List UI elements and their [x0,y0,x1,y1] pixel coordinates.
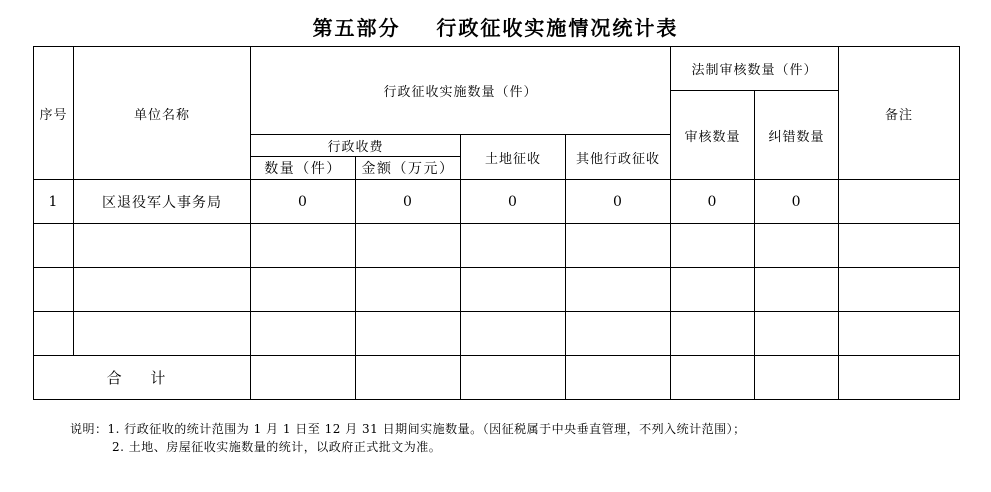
cell-unit [74,224,251,268]
cell-fee-amount [356,224,461,268]
cell-review [671,268,755,312]
cell-remark [839,180,960,224]
cell-land [461,268,566,312]
note-line-2: 2. 土地、房屋征收实施数量的统计，以政府正式批文为准。 [112,440,442,454]
cell-land: 0 [461,180,566,224]
cell-other [566,268,671,312]
note-line-1: 说明：1. 行政征收的统计范围为 1 月 1 日至 12 月 31 日期间实施数量。（因征税属于中央垂直管理，不列入统计范围）； [70,422,746,436]
cell-land [461,224,566,268]
cell-review [671,224,755,268]
header-fee-amount: 金额（万元） [356,157,461,180]
header-review-count: 审核数量 [671,91,755,180]
total-land [461,356,566,400]
table-row [34,268,960,312]
cell-unit [74,268,251,312]
cell-correction: 0 [755,180,839,224]
cell-correction [755,268,839,312]
cell-remark [839,312,960,356]
total-review [671,356,755,400]
total-correction [755,356,839,400]
table-row [34,224,960,268]
total-fee-amount [356,356,461,400]
header-unit-name: 单位名称 [74,47,251,180]
header-row-1 [34,47,960,91]
header-fee-qty: 数量（件） [251,157,356,180]
cell-correction [755,224,839,268]
cell-correction [755,312,839,356]
cell-review: 0 [671,180,755,224]
header-correction-count: 纠错数量 [755,91,839,180]
cell-remark [839,224,960,268]
cell-review [671,312,755,356]
header-seq: 序号 [34,47,74,180]
cell-fee-amount [356,268,461,312]
total-fee-qty [251,356,356,400]
cell-fee-qty [251,224,356,268]
table-row [34,180,960,224]
header-other: 其他行政征收 [566,135,671,180]
notes [70,420,746,456]
cell-seq [34,224,74,268]
cell-seq [34,312,74,356]
header-implementation: 行政征收实施数量（件） [251,47,671,135]
header-admin-fee: 行政收费 [251,135,461,157]
cell-seq [34,268,74,312]
cell-unit [74,312,251,356]
cell-fee-qty: 0 [251,180,356,224]
cell-fee-amount: 0 [356,180,461,224]
header-land: 土地征收 [461,135,566,180]
total-other [566,356,671,400]
table-row [34,312,960,356]
header-remarks: 备注 [839,47,960,180]
cell-fee-amount [356,312,461,356]
page-title: 第五部分 行政征收实施情况统计表 [312,16,679,40]
cell-fee-qty [251,268,356,312]
cell-remark [839,268,960,312]
total-label: 合 计 [34,356,251,400]
statistics-table [33,46,960,400]
cell-other [566,312,671,356]
total-remark [839,356,960,400]
cell-other: 0 [566,180,671,224]
cell-land [461,312,566,356]
total-row [34,356,960,400]
cell-unit: 区退役军人事务局 [74,180,251,224]
cell-other [566,224,671,268]
cell-seq: 1 [34,180,74,224]
header-legal-review: 法制审核数量（件） [671,47,839,91]
cell-fee-qty [251,312,356,356]
